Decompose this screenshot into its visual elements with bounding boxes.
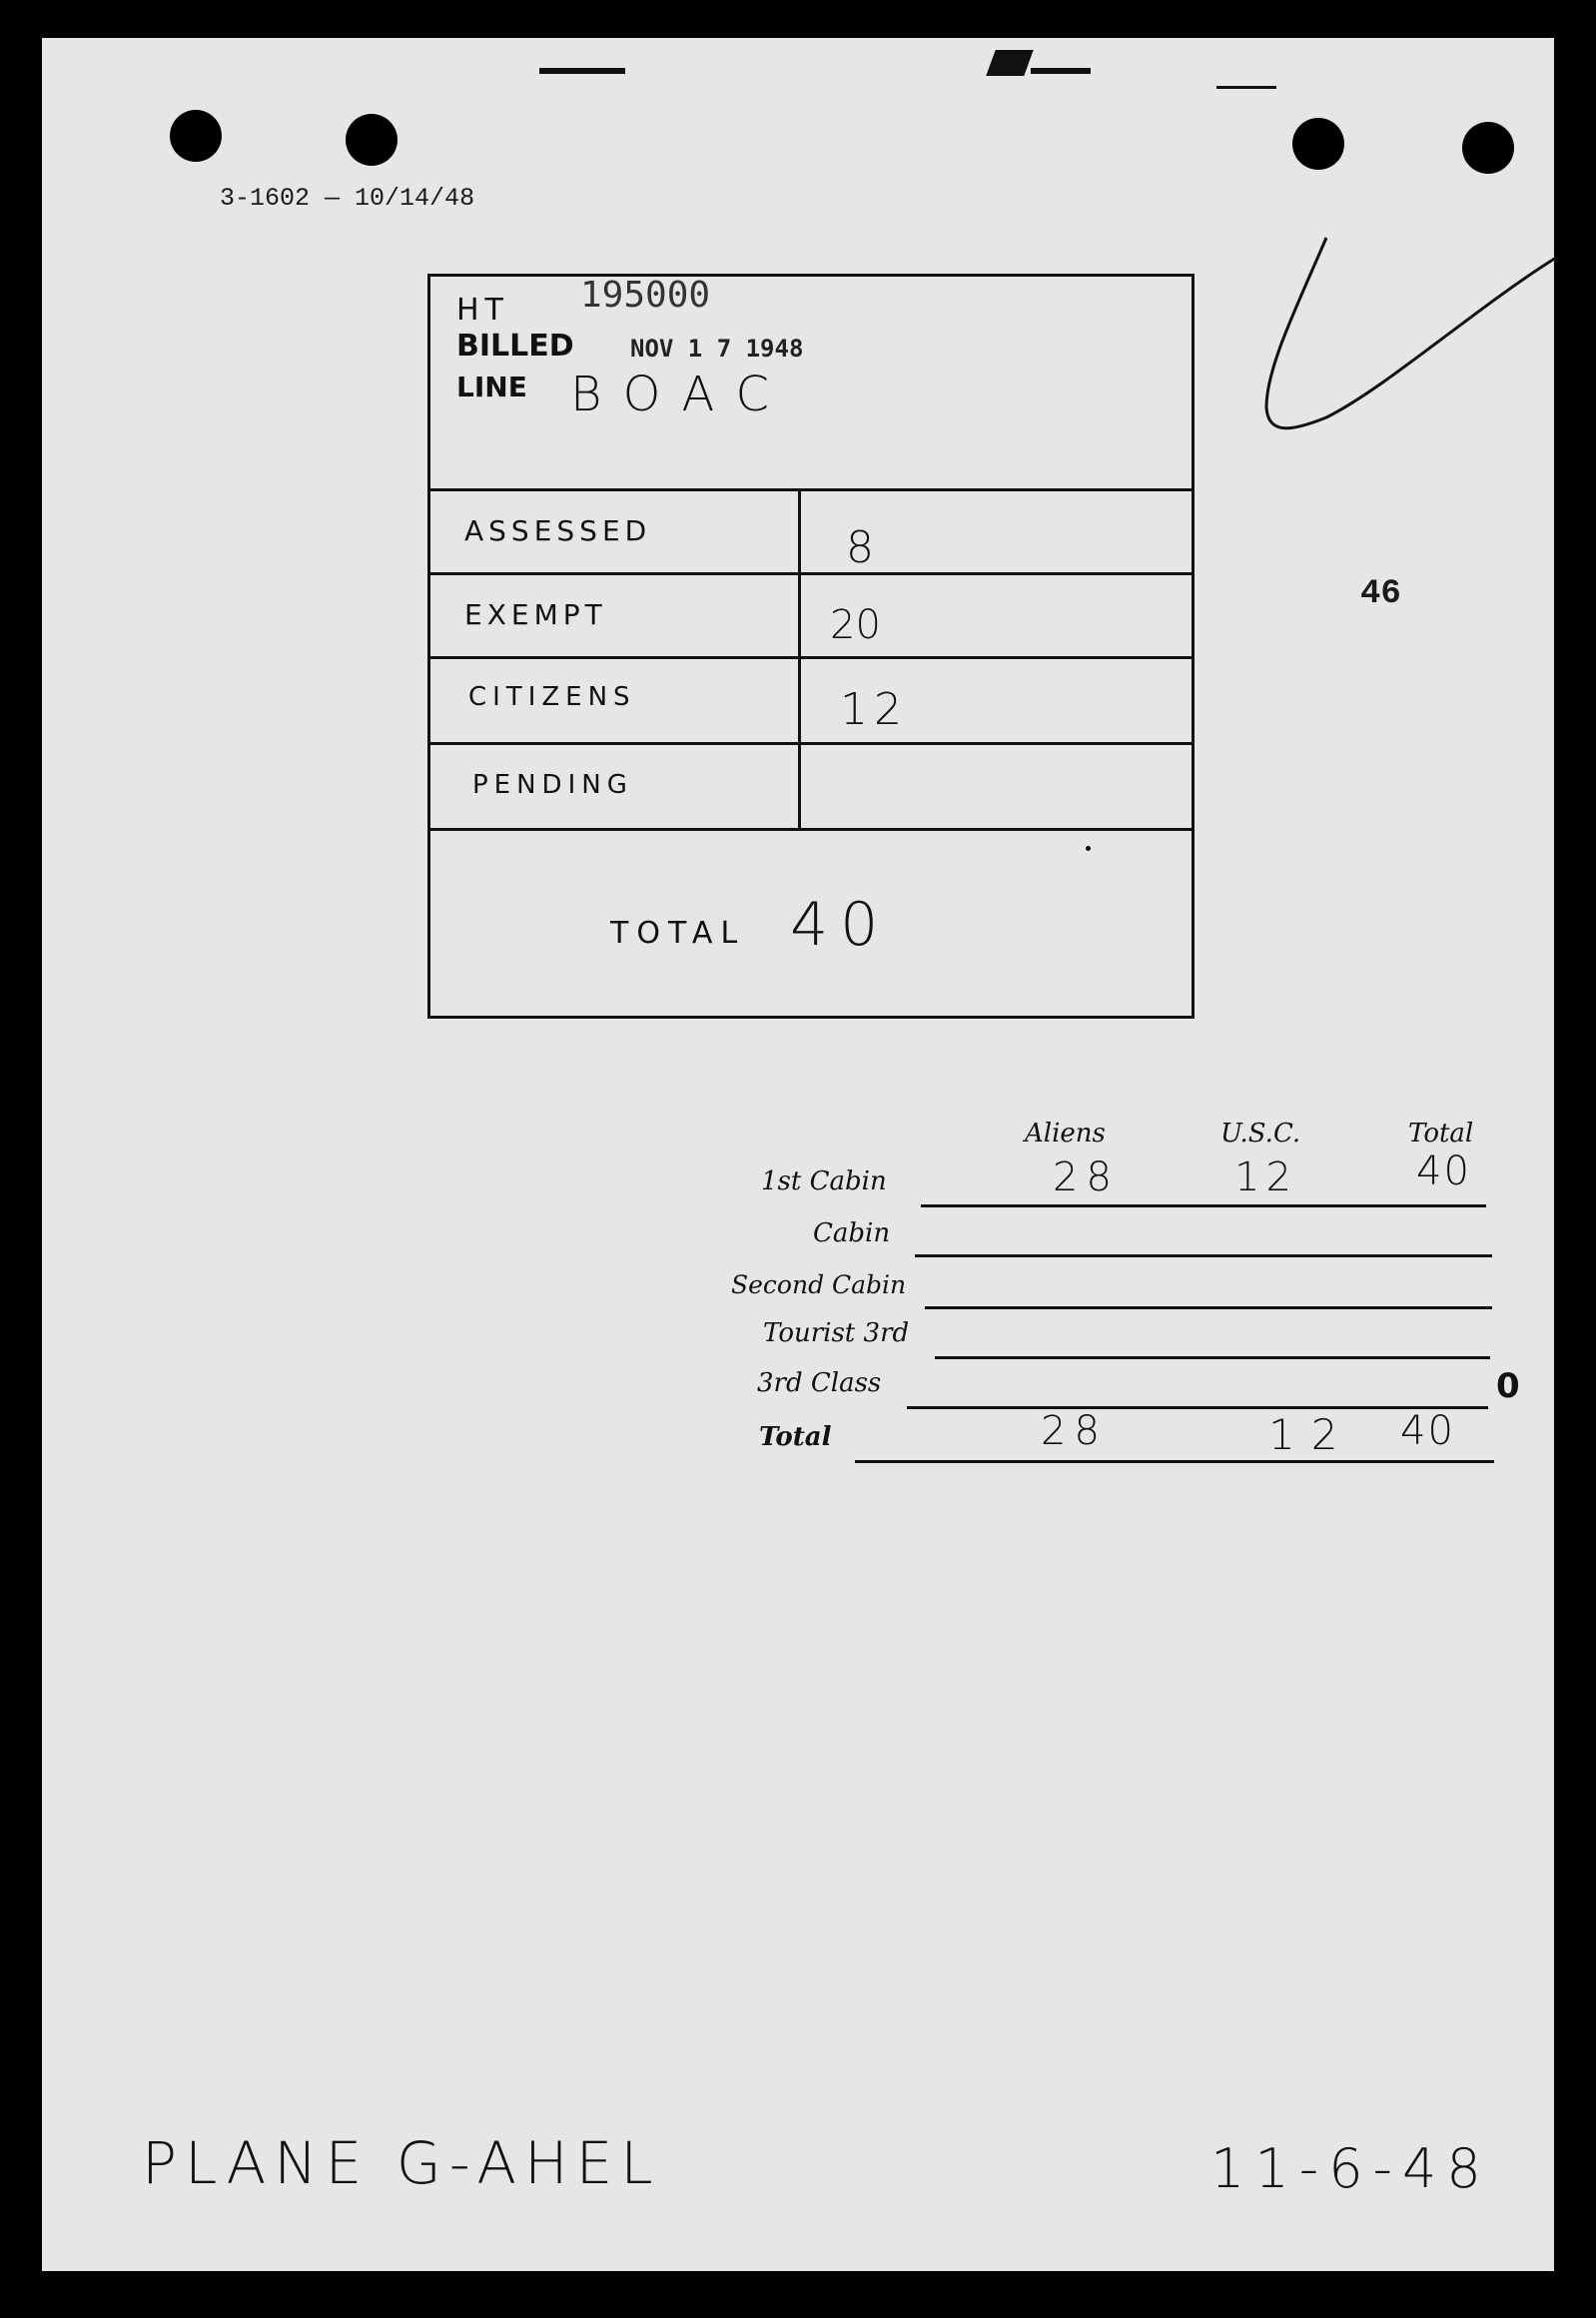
punch-hole-right-2 <box>1462 122 1514 174</box>
row-divider <box>430 742 1192 745</box>
billed-date-stamp: NOV 1 7 1948 <box>630 335 804 363</box>
doc-ref: 3-1602 <box>220 184 311 213</box>
cell-1st-cabin-usc: 12 <box>1234 1155 1297 1200</box>
edge-mark <box>1216 86 1276 89</box>
row-underline <box>935 1356 1490 1359</box>
punch-hole-left-1 <box>170 110 222 162</box>
row-label-total: Total <box>759 1422 832 1452</box>
row-label-cabin: Cabin <box>813 1218 891 1248</box>
row-label-second-cabin: Second Cabin <box>731 1270 907 1299</box>
row-label-3rd-class: 3rd Class <box>757 1368 882 1398</box>
document-page <box>42 38 1554 2271</box>
header-total: Total <box>1408 1119 1474 1149</box>
doc-date: 10/14/48 <box>355 184 475 213</box>
plane-identifier: PLANE G-AHEL <box>142 2129 661 2197</box>
row-divider <box>430 572 1192 575</box>
row-label-tourist-3rd: Tourist 3rd <box>763 1318 910 1348</box>
header-aliens: Aliens <box>1025 1119 1106 1149</box>
row-underline <box>915 1254 1492 1257</box>
edge-mark <box>539 68 625 74</box>
document-reference <box>220 184 474 213</box>
cell-1st-cabin-aliens: 28 <box>1053 1155 1120 1200</box>
punch-hole-left-2 <box>346 114 398 166</box>
row-label-assessed: ASSESSED <box>464 514 652 547</box>
cell-total-total: 40 <box>1400 1408 1455 1454</box>
cell-total-usc: 12 <box>1268 1410 1354 1459</box>
row-divider <box>430 828 1192 831</box>
row-underline <box>925 1306 1492 1309</box>
page-number: 46 <box>1360 575 1401 613</box>
ht-number: 195000 <box>580 275 711 316</box>
column-divider <box>798 488 801 828</box>
total-label: TOTAL <box>610 916 746 951</box>
total-value: 40 <box>790 890 891 960</box>
ink-dot <box>1086 846 1091 851</box>
row-value-exempt: 20 <box>830 602 881 648</box>
billed-label: BILLED <box>456 329 574 364</box>
check-mark-icon <box>1256 198 1556 467</box>
cell-3rd-class-total: 0 <box>1496 1366 1520 1406</box>
row-label-citizens: CITIZENS <box>468 682 636 712</box>
row-label-pending: PENDING <box>472 770 633 800</box>
row-underline <box>921 1204 1486 1207</box>
edge-mark <box>1031 68 1091 74</box>
dash: — <box>325 184 356 213</box>
row-label-exempt: EXEMPT <box>464 598 607 631</box>
cell-1st-cabin-total: 40 <box>1416 1149 1471 1194</box>
row-underline <box>855 1460 1494 1463</box>
ht-label: HT <box>456 293 509 328</box>
edge-mark <box>986 50 1033 76</box>
footer-date: 11-6-48 <box>1210 2137 1491 2200</box>
cell-total-aliens: 28 <box>1041 1408 1108 1454</box>
row-label-1st-cabin: 1st Cabin <box>761 1166 887 1196</box>
card-divider <box>430 488 1192 491</box>
passenger-card <box>427 274 1195 1019</box>
punch-hole-right-1 <box>1292 118 1344 170</box>
row-value-assessed: 8 <box>846 522 874 573</box>
header-usc: U.S.C. <box>1220 1119 1301 1149</box>
line-value: BOAC <box>570 367 792 422</box>
line-label: LINE <box>456 371 527 403</box>
row-value-citizens: 12 <box>840 684 908 735</box>
row-divider <box>430 656 1192 659</box>
